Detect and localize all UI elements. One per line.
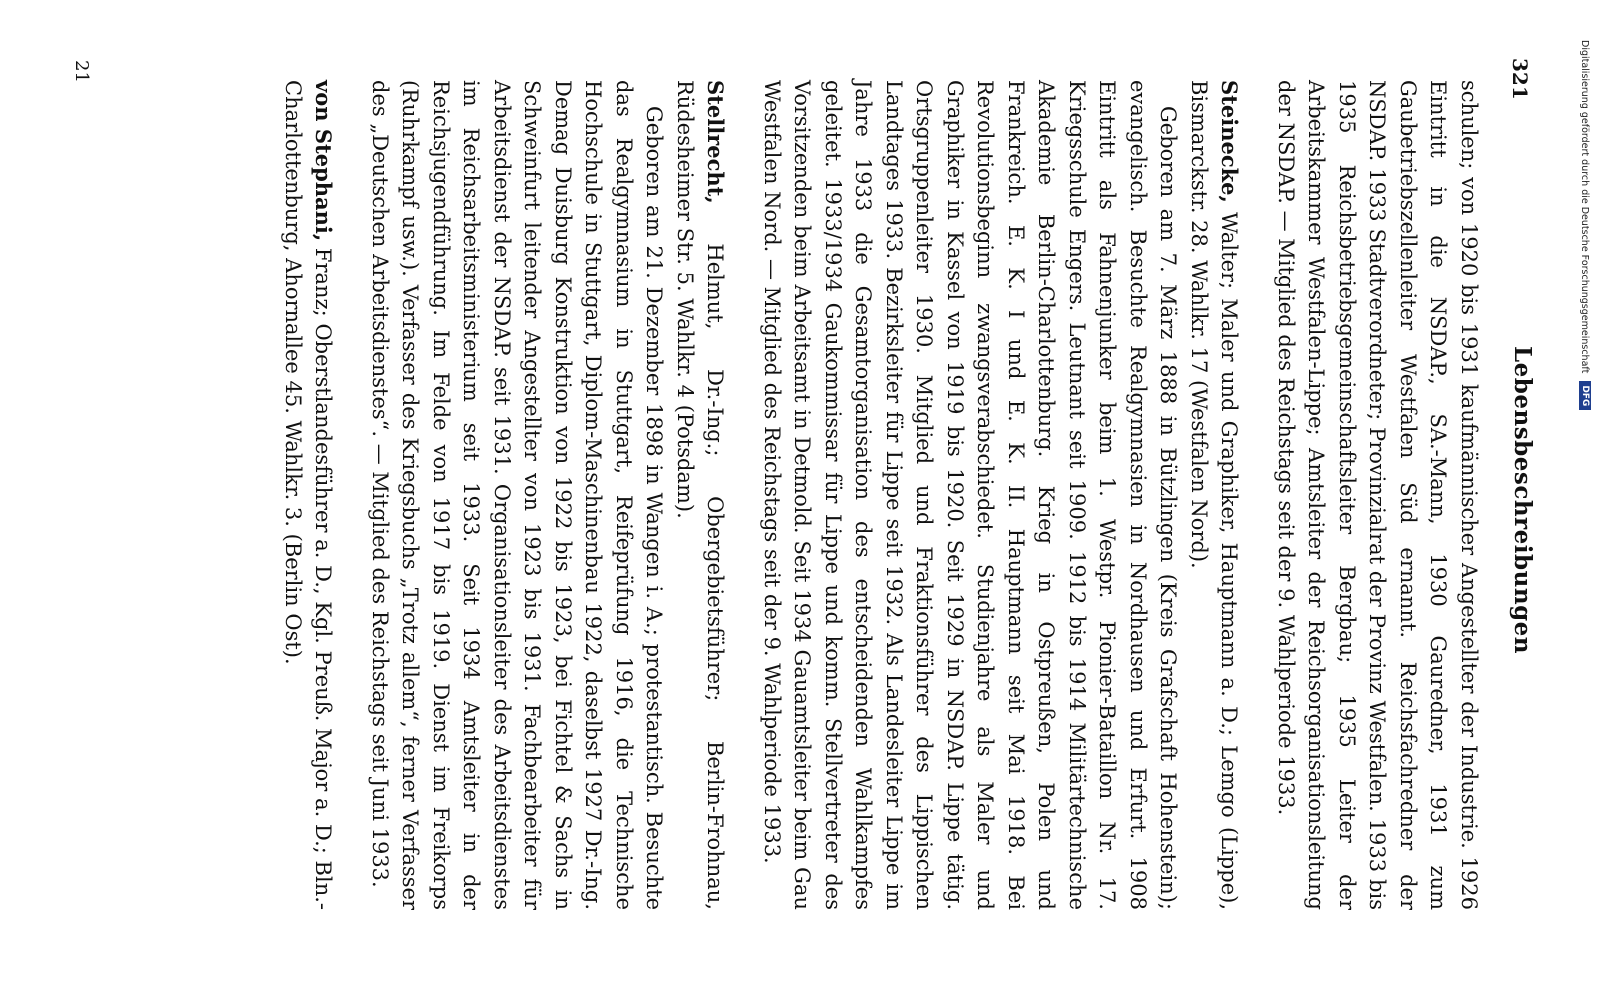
entry-body: Geboren am 21. Dezember 1898 in Wangen i. A.; protestantisch. Besuchte das Realgymnasium in Stuttgart, Reifeprüfung 1916, die Technische Hochschule in Stuttgart, Diplom-Maschinenbau 1922, daselbst 1927 Dr.-Ing. Demag Duisburg Konstruktion von 1922 bis 1923, bei Fichtel & Sachs in Schweinfurt leitender Angestellter von 1923 bis 1931. Fachbearbeiter für Arbeitsdienst der NSDAP. seit 1931. Organisationsleiter des Arbeitsdienstes im Reichsarbeitsministerium seit 1933. Seit 1934 Amtsleiter in der Reichsjugendführung. Im Felde von 1917 bis 1919. Dienst im Freikorps (Ruhrkampf usw.). Verfasser des Kriegsbuchs „Trotz allem“, ferner Verfasser des „Deutschen Arbeitsdienstes“. — Mitglied des Reichstags seit Juni 1933. <box>368 80 667 910</box>
entry-name: von Stephani, <box>311 80 337 242</box>
entry-heading <box>1184 80 1245 910</box>
entry-header-text: Franz; Oberstlandesführer a. D., Kgl. Preuß. Major a. D.; Bln.-Charlottenburg, Ahornallee 45. Wahlkr. 3. (Berlin Ost). <box>281 80 336 910</box>
entry-name: Stellrecht, <box>703 80 729 204</box>
digitization-note <box>1574 40 1596 960</box>
dfg-logo: DFG <box>1579 381 1591 410</box>
entry-heading <box>278 80 339 910</box>
entry-stellrecht <box>365 80 731 910</box>
entry-steinecke <box>757 80 1245 910</box>
intro-paragraph: schulen; von 1920 bis 1931 kaufmännischer Angestellter der Industrie. 1926 Eintritt in die NSDAP., SA.-Mann, 1930 Gauredner, 1931 zum Gaubetriebszellenleiter Westfalen Süd ernannt. Reichsfachredner der NSDAP. 1933 Stadtverordneter; Provinzialrat der Provinz Westfalen. 1933 bis 1935 Reichsbetriebsgemeinschaftsleiter Bergbau; 1935 Leiter der Arbeitskammer Westfalen-Lippe; Amtsleiter der Reichsorganisationsleitung der NSDAP. — Mitglied des Reichstags seit der 9. Wahlperiode 1933. <box>1274 80 1481 910</box>
digitization-note-text: Digitalisierung gefördert durch die Deutsche Forschungsgemeinschaft <box>1579 40 1591 374</box>
entry-von-stephani <box>278 80 339 910</box>
page-number-321: 321 <box>1508 58 1532 100</box>
entry-heading <box>670 80 731 910</box>
entry-header-text: Walter; Maler und Graphiker, Hauptmann a. D.; Lemgo (Lippe), Bismarckstr. 28. Wahlkr. 17 (Westfalen Nord). <box>1187 80 1242 910</box>
entry-name: Steinecke, <box>1217 80 1243 203</box>
entry-header-text: Helmut, Dr.-Ing.; Obergebietsführer; Berlin-Frohnau, Rüdesheimer Str. 5. Wahlkr. 4 (Potsdam). <box>673 80 728 910</box>
text-block <box>278 80 1485 910</box>
page-number-21: 21 <box>71 60 92 83</box>
entry-body: Geboren am 7. März 1888 in Bützlingen (Kreis Grafschaft Hohenstein); evangelisch. Besuchte Realgymnasien in Nordhausen und Erfurt. 1908 Eintritt als Fahnenjunker beim 1. Westpr. Pionier-Bataillon Nr. 17. Kriegsschule Engers. Leutnant seit 1909. 1912 bis 1914 Militärtechnische Akademie Berlin-Charlottenburg. Krieg in Ostpreußen, Polen und Frankreich. E. K. I und E. K. II. Hauptmann seit Mai 1918. Bei Revolutionsbeginn zwangsverabschiedet. Studienjahre als Maler und Graphiker in Kassel von 1919 bis 1920. Seit 1929 in NSDAP. Lippe tätig. Ortsgruppenleiter 1930. Mitglied und Fraktionsführer des Lippischen Landtages 1933. Bezirksleiter für Lippe seit 1932. Als Landesleiter Lippe im Jahre 1933 die Gesamtorganisation des entscheidenden Wahlkampfes geleitet. 1933/1934 Gaukommissar für Lippe und komm. Stellvertreter des Vorsitzenden beim Arbeitsamt in Detmold. Seit 1934 Gauamtsleiter beim Gau Westfalen Nord. — Mitglied des Reichstags seit der 9. Wahlperiode 1933. <box>760 80 1181 910</box>
running-head: Lebensbeschreibungen <box>1509 345 1536 655</box>
